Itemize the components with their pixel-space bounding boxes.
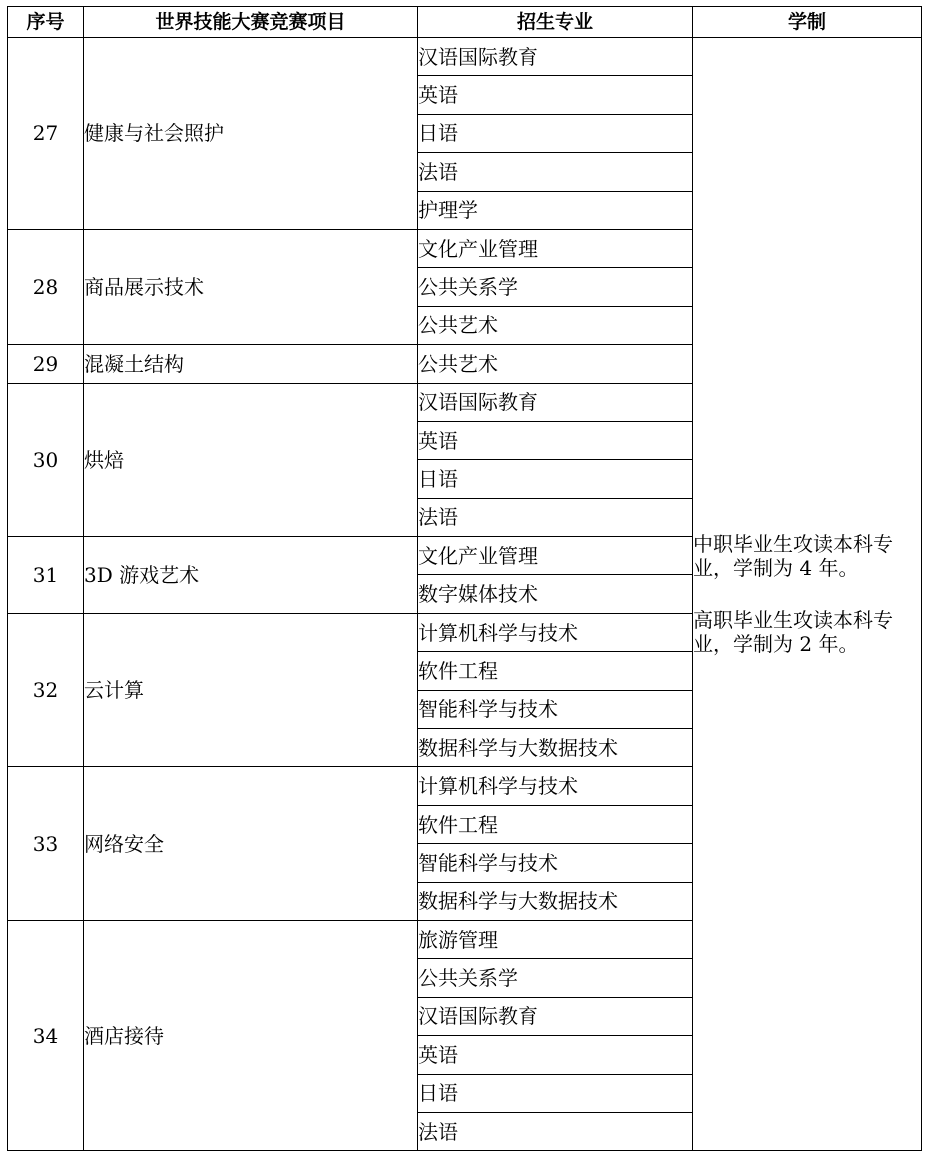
duration-secondary: 中职毕业生攻读本科专业，学制为 4 年。	[693, 532, 893, 581]
row-major: 智能科学与技术	[418, 844, 693, 882]
row-major: 日语	[418, 114, 693, 152]
row-event: 健康与社会照护	[84, 38, 418, 230]
row-major: 数据科学与大数据技术	[418, 729, 693, 767]
row-major: 汉语国际教育	[418, 383, 693, 421]
row-major: 文化产业管理	[418, 229, 693, 267]
row-major: 智能科学与技术	[418, 690, 693, 728]
row-event: 网络安全	[84, 767, 418, 921]
row-major: 公共艺术	[418, 306, 693, 344]
duration-note	[693, 38, 922, 1151]
row-seq: 32	[8, 613, 84, 767]
row-major: 日语	[418, 460, 693, 498]
row-event: 云计算	[84, 613, 418, 767]
row-major: 公共关系学	[418, 268, 693, 306]
row-major: 软件工程	[418, 652, 693, 690]
row-seq: 28	[8, 229, 84, 344]
row-seq: 33	[8, 767, 84, 921]
row-seq: 27	[8, 38, 84, 230]
row-event: 酒店接待	[84, 920, 418, 1150]
row-seq: 31	[8, 537, 84, 614]
row-major: 公共关系学	[418, 959, 693, 997]
row-major: 英语	[418, 1036, 693, 1074]
row-major: 日语	[418, 1074, 693, 1112]
row-seq: 30	[8, 383, 84, 537]
row-major: 计算机科学与技术	[418, 767, 693, 805]
row-major: 英语	[418, 76, 693, 114]
header-seq: 序号	[8, 7, 84, 38]
table-row	[8, 38, 922, 76]
row-seq: 34	[8, 920, 84, 1150]
header-event: 世界技能大赛竞赛项目	[84, 7, 418, 38]
row-major: 英语	[418, 421, 693, 459]
row-major: 法语	[418, 498, 693, 536]
row-major: 数字媒体技术	[418, 575, 693, 613]
duration-higher: 高职毕业生攻读本科专业，学制为 2 年。	[693, 608, 893, 657]
row-major: 旅游管理	[418, 920, 693, 958]
row-event: 混凝土结构	[84, 345, 418, 383]
row-event: 商品展示技术	[84, 229, 418, 344]
majors-table	[7, 6, 922, 1151]
row-major: 公共艺术	[418, 345, 693, 383]
row-major: 软件工程	[418, 805, 693, 843]
header-row	[8, 7, 922, 38]
row-major: 法语	[418, 1112, 693, 1150]
row-seq: 29	[8, 345, 84, 383]
row-major: 数据科学与大数据技术	[418, 882, 693, 920]
row-major: 文化产业管理	[418, 537, 693, 575]
row-major: 汉语国际教育	[418, 997, 693, 1035]
duration-gap	[693, 580, 921, 608]
row-major: 计算机科学与技术	[418, 613, 693, 651]
row-major: 法语	[418, 153, 693, 191]
header-major: 招生专业	[418, 7, 693, 38]
row-major: 护理学	[418, 191, 693, 229]
row-major: 汉语国际教育	[418, 38, 693, 76]
table-body	[8, 38, 922, 1151]
header-duration: 学制	[693, 7, 922, 38]
row-event: 3D 游戏艺术	[84, 537, 418, 614]
row-event: 烘焙	[84, 383, 418, 537]
